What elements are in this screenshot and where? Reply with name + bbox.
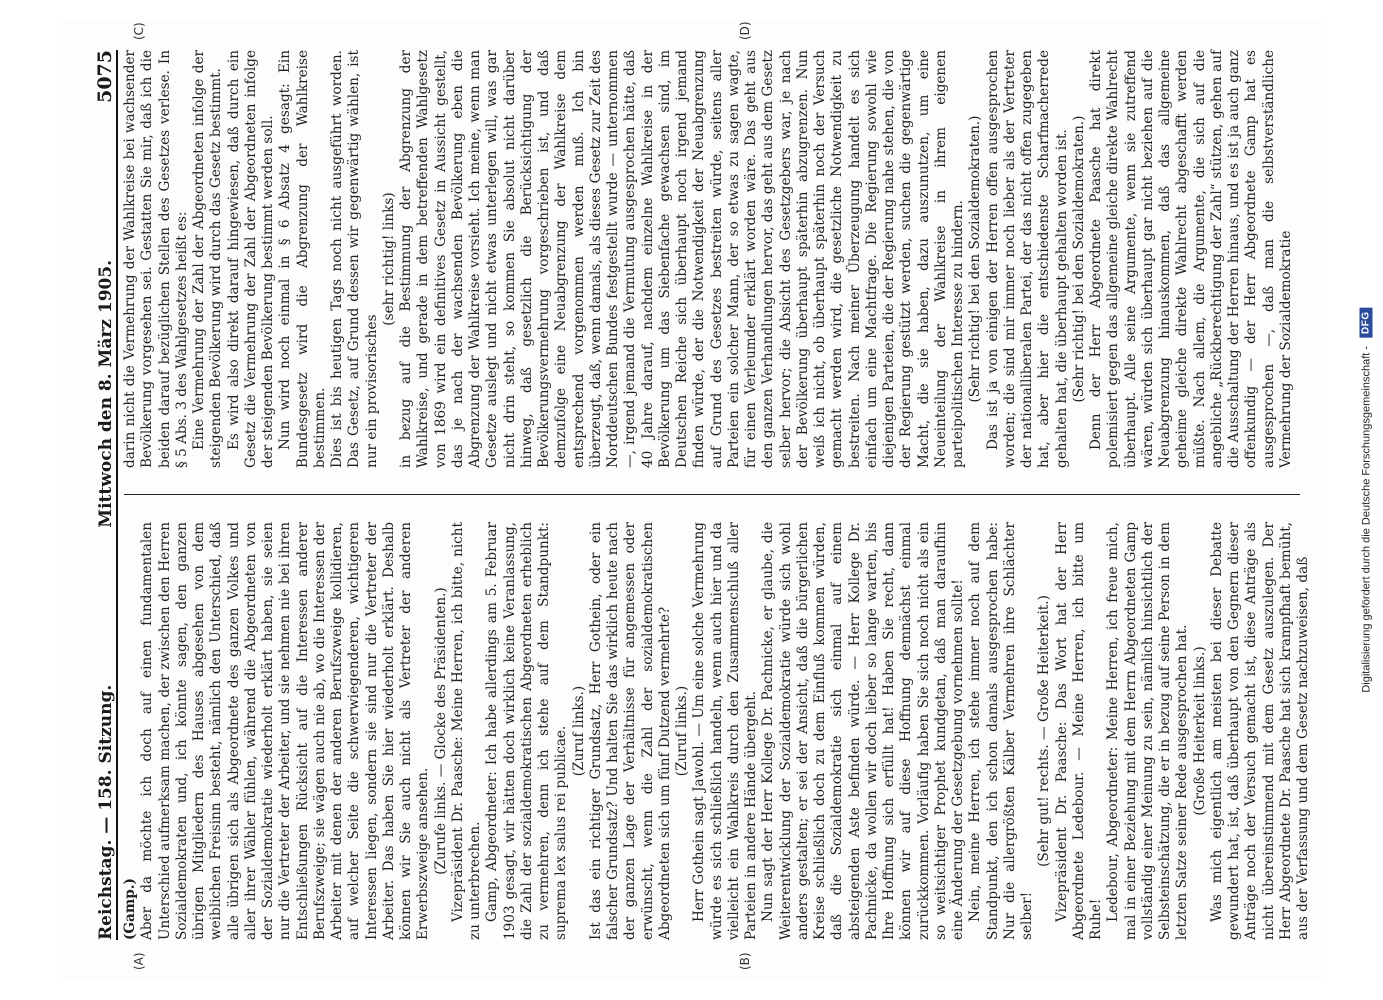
paragraph: (Sehr richtig! bei den Sozialdemokraten.) (966, 115, 983, 403)
paragraph: Herr Gothein sagt Jawohl. — Um eine solche Vermehrung würde es sich schließlich handeln, wenn auch hier und da vielleicht ein Wahlkreis durch den Zusammenschluß aller Parteien in andere Hände übergeht. (690, 522, 759, 940)
document-page (62, 20, 1322, 980)
paragraph: (sehr richtig! links) (380, 192, 397, 326)
margin-marker-c: (C) (131, 22, 146, 40)
dfg-logo: DFG (1360, 307, 1373, 338)
paragraph: Gamp, Abgeordneter: Ich habe allerdings am 5. Februar 1903 gesagt, wir hätten doch wirklich keine Veranlassung, die Zahl der sozialdemokratischen Abgeordneten erheblich zu vermehren, denn ich stehe auf dem Standpunkt: suprema lex salus rei publicae. (483, 522, 569, 940)
column-divider (124, 494, 1300, 495)
paragraph: Nun wird noch einmal in § 6 Absatz 4 gesagt: Ein Bundesgesetz wird die Abgrenzung der Wahlkreise bestimmen. (276, 50, 328, 468)
paragraph: (Zurufe links. — Glocke des Präsidenten.) (432, 587, 448, 875)
paragraph: Denn der Herr Abgeordnete Paasche hat direkt polemisiert gegen das allgemeine gleiche direkte Wahlrecht überhaupt. Alle seine Argumente, wenn sie zutreffend wären, würden sich überhaupt gar nicht beziehen auf die Neuabgrenzung hinauskommen, daß das allgemeine geheime gleiche direkte Wahlrecht abgeschafft werden müßte. Nach allem, die Argumente, die sich auf die angebliche „Rückberechtigung der Zahl“ stützen, gehen auf die Ausschaltung der Herren hinaus, und es ist ja auch ganz offenkundig — der Herr Abgeordnete Gamp hat es ausgesprochen —, daß man die selbstverständliche Vermehrung der Sozialdemokratie (1087, 50, 1294, 468)
paragraph: Nun sagt der Herr Kollege Dr. Pachnicke, er glaube, die Weiterentwicklung der Sozialdemokratie würde sich wohl anders gestalten; er sei der Ansicht, daß die bürgerlichen Kreise schließlich doch zu dem Einfluß kommen würden, daß die Sozialdemokratie sich einmal auf einem absteigenden Aste befinden würde. — Herr Kollege Dr. Pachnicke, da wollen wir doch lieber so lange warten, bis Ihre Hoffnung sich erfüllt hat! Haben Sie recht, dann können wir auf diese Hoffnung demnächst einmal zurückkommen. Vorläufig haben Sie sich noch nicht als ein so weitsichtiger Prophet kundgetan, daß man daraufhin eine Änderung der Gesetzgebung vornehmen sollte! (759, 522, 966, 940)
paragraph: Es wird also direkt darauf hingewiesen, daß durch ein Gesetz die Vermehrung der Zahl der Abgeordneten infolge der steigenden Bevölkerung bestimmt werden soll. (225, 50, 276, 468)
margin-marker-b: (B) (737, 952, 752, 970)
paragraph: darin nicht die Vermehrung der Wahlkreise bei wachsender Bevölkerung vorgesehen sei. Gestatten Sie mir, daß ich die beiden darauf bezüglichen Stellen des Gesetzes verlese. In § 5 Abs. 3 des Wahlgesetzes heißt es: (121, 50, 190, 468)
paragraph: (Sehr gut! rechts. — Große Heiterkeit.) (1035, 595, 1052, 867)
paragraph: Aber da möchte ich doch auf einen fundamentalen Unterschied aufmerksam machen, der zwischen den Herren Sozialdemokraten und, ich könnte sagen, den ganzen übrigen Mitgliedern des Hauses abgesehen von dem weiblichen Freisinn besteht, nämlich den Unterschied, daß alle übrigen sich als Abgeordnete des ganzen Volkes und aller ihrer Wähler fühlen, während die Abgeordneten von der Sozialdemokratie wiederholt erklärt haben, sie seien nur die Vertreter der Arbeiter, und sie nehmen nie bei ihren Entschließungen Rücksicht auf die Interessen anderer Berufszweige; sie wägen auch nie ab, wo die Interessen der Arbeiter mit denen der anderen Berufszweige kollidieren, auf welcher Seite die schwerwiegenderen, wichtigeren Interessen liegen, sondern sie sind nur die Vertreter der Arbeiter. Das haben Sie hier wiederholt erklärt. Deshalb können wir Sie auch nicht als Vertreter der anderen Erwerbszweige ansehen. (138, 522, 431, 940)
paragraph: Vizepräsident Dr. Paasche: Das Wort hat der Herr Abgeordnete Ledebour. — Meine Herren, ich bitte um Ruhe! (1053, 522, 1104, 940)
paragraph: Ist das ein richtiger Grundsatz, Herr Gothein, oder ein falscher Grundsatz? Und halten Sie das wirklich heute nach der ganzen Lage der Verhältnisse für angemessen oder erwünscht, wenn die Zahl der sozialdemokratischen Abgeordneten sich um fünf Dutzend vermehrte? (587, 522, 673, 940)
paragraph: Nein, meine Herren, ich stehe immer noch auf dem Standpunkt, den ich schon damals ausgesprochen habe: Nur die allergrößten Kälber Vermehren ihre Schlächter selber! (966, 522, 1035, 940)
digitization-credit (1360, 307, 1373, 692)
paragraph: in bezug auf die Bestimmung der Abgrenzung der Wahlkreise, und gerade in dem betreffenden Wahlgesetz von 1869 wird ein definitives Gesetz in Aussicht gestellt, das je nach der wachsenden Bevölkerung eben die Abgrenzung der Wahlkreise vorsieht. Ich meine, wenn man Gesetze auslegt und nicht etwas unterlegen will, was gar nicht drin steht, so kommen Sie absolut nicht darüber hinweg, daß gesetzlich die Berücksichtigung der Bevölkerungsvermehrung vorgeschrieben ist, und daß demzufolge eine Neuabgrenzung der Wahlkreise dem entsprechend vorgenommen werden muß. Ich bin überzeugt, daß, wenn damals, als dieses Gesetz zur Zeit des Norddeutschen Bundes festgestellt wurde — unternommen —, irgend jemand die Vermutung ausgesprochen hätte, daß 40 Jahre darauf, nachdem einzelne Wahlkreise in der Bevölkerung um das Siebenfache gewachsen sind, im Deutschen Reiche sich überhaupt noch irgend jemand finden würde, der die Notwendigkeit der Neuabgrenzung auf Grund des Gesetzes bestreiten würde, seitens aller Parteien ein solcher Mann, der so etwas zu sagen wagte, für einen Verleumder erklärt worden wäre. Das geht aus den ganzen Verhandlungen hervor, das geht aus dem Gesetz selber hervor; die Absicht des Gesetzgebers war, je nach der Bevölkerung überhaupt späterhin abzugrenzen. Nun weiß ich nicht, ob überhaupt späterhin noch der Versuch gemacht werden wird, die gesetzliche Notwendigkeit zu bestreiten. Nach meiner Überzeugung handelt es sich einfach um eine Machtfrage. Die Regierung sowohl wie diejenigen Parteien, die der Regierung nahe stehen, die von der Regierung gestützt werden, suchen die gegenwärtige Macht, die sie haben, dazu auszunutzen, um eine Neueinteilung der Wahlkreise in ihrem eigenen parteipolitischen Interesse zu hindern. (397, 50, 966, 468)
paragraph: (Gamp.) (121, 878, 138, 940)
page-header (82, 50, 118, 940)
paragraph: Das ist ja von einigen der Herren offen ausgesprochen worden; die sind mir immer noch lieber als der Vertreter der nationalliberalen Partei, der das nicht offen zugegeben hat, aber hier die entschiedenste Scharfmacherrede gehalten hat, die überhaupt gehalten worden ist. (984, 50, 1069, 468)
paragraph: Dies ist bis heutigen Tags noch nicht ausgeführt worden. Das Gesetz, auf Grund dessen wir gegenwärtig wählen, ist nur ein provisorisches (328, 50, 379, 468)
paragraph: Vizepräsident Dr. Paasche: Meine Herren, ich bitte, nicht zu unterbrechen. (449, 522, 483, 940)
credit-text: Digitalisierung gefördert durch die Deutsche Forschungsgemeinschaft - (1360, 345, 1372, 693)
left-column (121, 522, 1311, 940)
paragraph: (Zuruf links.) (673, 685, 690, 777)
margin-marker-d: (D) (737, 21, 752, 40)
paragraph: (Zuruf links.) (570, 685, 586, 777)
paragraph: Was mich eigentlich am meisten bei dieser Debatte gewundert hat, ist, daß überhaupt von den Gegnern dieser Anträge noch der Versuch gemacht ist, diese Anträge als nicht übereinstimmend mit dem Gesetz auszulegen. Der Herr Abgeordnete Dr. Paasche hat sich krampfhaft bemüht, aus der Verfassung und dem Gesetz nachzuweisen, daß (1208, 522, 1311, 940)
paragraph: (Sehr richtig! bei den Sozialdemokraten.) (1070, 115, 1087, 403)
page-number: 5075 (93, 50, 116, 103)
paragraph: Eine Vermehrung der Zahl der Abgeordneten infolge der steigenden Bevölkerung wird durch das Gesetz bestimmt. (190, 50, 224, 468)
paragraph: Ledebour, Abgeordneter: Meine Herren, ich freue mich, mal in einer Beziehung mit dem Herrn Abgeordneten Gamp vollständig einer Meinung zu sein, nämlich hinsichtlich der Selbsteinschätzung, die er in bezug auf seine Person in dem letzten Satze seiner Rede ausgesprochen hat. (1104, 522, 1190, 940)
margin-marker-a: (A) (131, 952, 146, 970)
header-left: Reichstag. — 158. Sitzung. (95, 684, 116, 940)
right-column (122, 50, 1302, 468)
paragraph: (Große Heiterkeit links.) (1191, 646, 1207, 816)
header-date: Mittwoch den 8. März 1905. (95, 259, 116, 528)
